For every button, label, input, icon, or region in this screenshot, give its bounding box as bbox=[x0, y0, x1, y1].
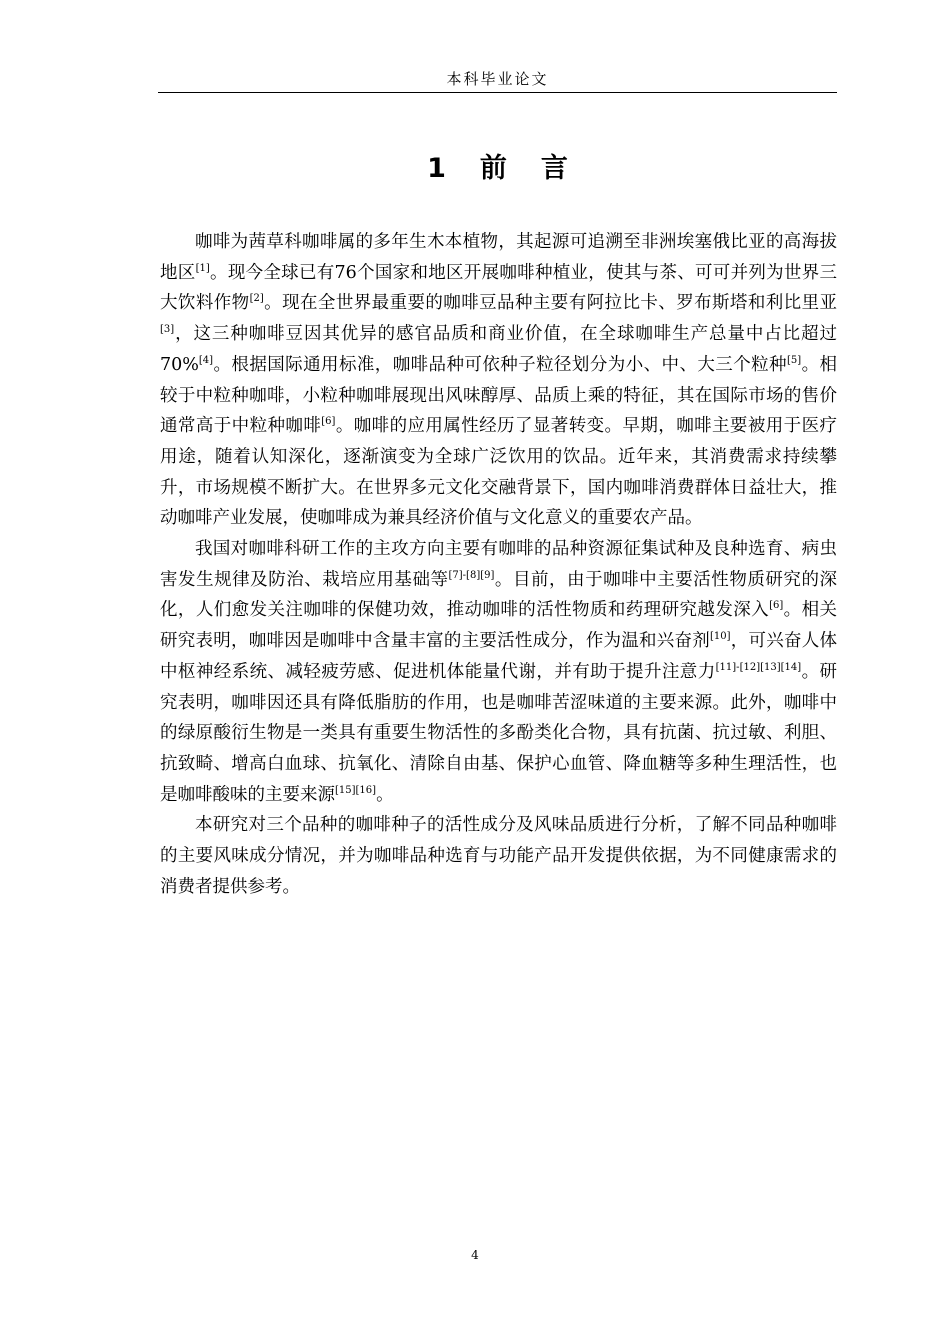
page-number: 4 bbox=[471, 1248, 479, 1262]
text-run: 。目前，由于咖啡中主要活性物质研究的深化，人们愈发关注咖啡的保健功效，推动咖啡的活性物质和药理研究越发深入 bbox=[160, 569, 837, 621]
citation-ref: [4] bbox=[198, 354, 214, 366]
text-run: 。现在全世界最重要的咖啡豆品种主要有阿拉比卡、罗布斯塔和利比里亚 bbox=[263, 293, 838, 314]
text-run: 。根据国际通用标准，咖啡品种可依种子粒径划分为小、中、大三个粒种 bbox=[213, 354, 787, 375]
text-run: 。相较于中粒种咖啡，小粒种咖啡展现出风味醇厚、品质上乘的特征，其在国际市场的售价通常高于中粒种咖啡 bbox=[160, 354, 837, 437]
text-run: 。 bbox=[376, 784, 394, 805]
citation-ref: [2] bbox=[249, 293, 264, 305]
text-run: ，可兴奋人体中枢神经系统、减轻疲劳感、促进机体能量代谢，并有助于提升注意力 bbox=[160, 631, 838, 682]
text-run: 我国对咖啡科研工作的主攻方向主要有咖啡的品种资源征集试种及良种选育、病虫害发生规律及防治、栽培应用基础等 bbox=[160, 539, 837, 590]
text-run: 。现今全球已有76个国家和地区开展咖啡种植业，使其与茶、可可并列为世界三大饮料作物 bbox=[160, 262, 838, 314]
section-number: 1 bbox=[427, 153, 446, 184]
text-run: 。咖啡的应用属性经历了显著转变。早期，咖啡主要被用于医疗用途，随着认知深化，逐渐演变为全球广泛饮用的饮品。近年来，其消费需求持续攀升，市场规模不断扩大。在世界多元文化交融背景下，国内咖啡消费群体日益壮大，推动咖啡产业发展，使咖啡成为兼具经济价值与文化意义的重要农产品。 bbox=[160, 416, 838, 529]
text-run: 。相关研究表明，咖啡因是咖啡中含量丰富的主要活性成分，作为温和兴奋剂 bbox=[160, 600, 838, 652]
citation-ref: [7]-[8][9] bbox=[448, 569, 495, 581]
header-rule bbox=[158, 92, 837, 93]
text-run: 咖啡为茜草科咖啡属的多年生木本植物，其起源可追溯至非洲埃塞俄比亚的高海拔地区 bbox=[160, 232, 837, 283]
paragraph bbox=[160, 534, 837, 810]
citation-ref: [5] bbox=[786, 354, 802, 366]
section-title: 前言 bbox=[479, 153, 602, 184]
paragraph bbox=[160, 227, 837, 534]
citation-ref: [1] bbox=[195, 262, 210, 274]
citation-ref: [15][16] bbox=[335, 784, 377, 796]
body-text bbox=[160, 227, 837, 902]
citation-ref: [11]-[12][13][14] bbox=[715, 661, 802, 673]
running-header: 本科毕业论文 bbox=[446, 70, 549, 88]
citation-ref: [3] bbox=[160, 324, 175, 336]
citation-ref: [10] bbox=[710, 631, 731, 643]
citation-ref: [6] bbox=[769, 600, 784, 612]
paragraph bbox=[160, 810, 837, 902]
section-heading bbox=[158, 146, 837, 185]
text-run: ，这三种咖啡豆因其优异的感官品质和商业价值，在全球咖啡生产总量中占比超过70% bbox=[160, 324, 837, 375]
text-run: 。研究表明，咖啡因还具有降低脂肪的作用，也是咖啡苦涩味道的主要来源。此外，咖啡中的绿原酸衍生物是一类具有重要生物活性的多酚类化合物，具有抗菌、抗过敏、利胆、抗致畸、增高白血球、抗氧化、清除自由基、保护心血管、降血糖等多种生理活性，也是咖啡酸味的主要来源 bbox=[160, 661, 838, 805]
citation-ref: [6] bbox=[321, 416, 336, 428]
text-run: 本研究对三个品种的咖啡种子的活性成分及风味品质进行分析，了解不同品种咖啡的主要风味成分情况，并为咖啡品种选育与功能产品开发提供依据，为不同健康需求的消费者提供参考。 bbox=[160, 815, 837, 897]
